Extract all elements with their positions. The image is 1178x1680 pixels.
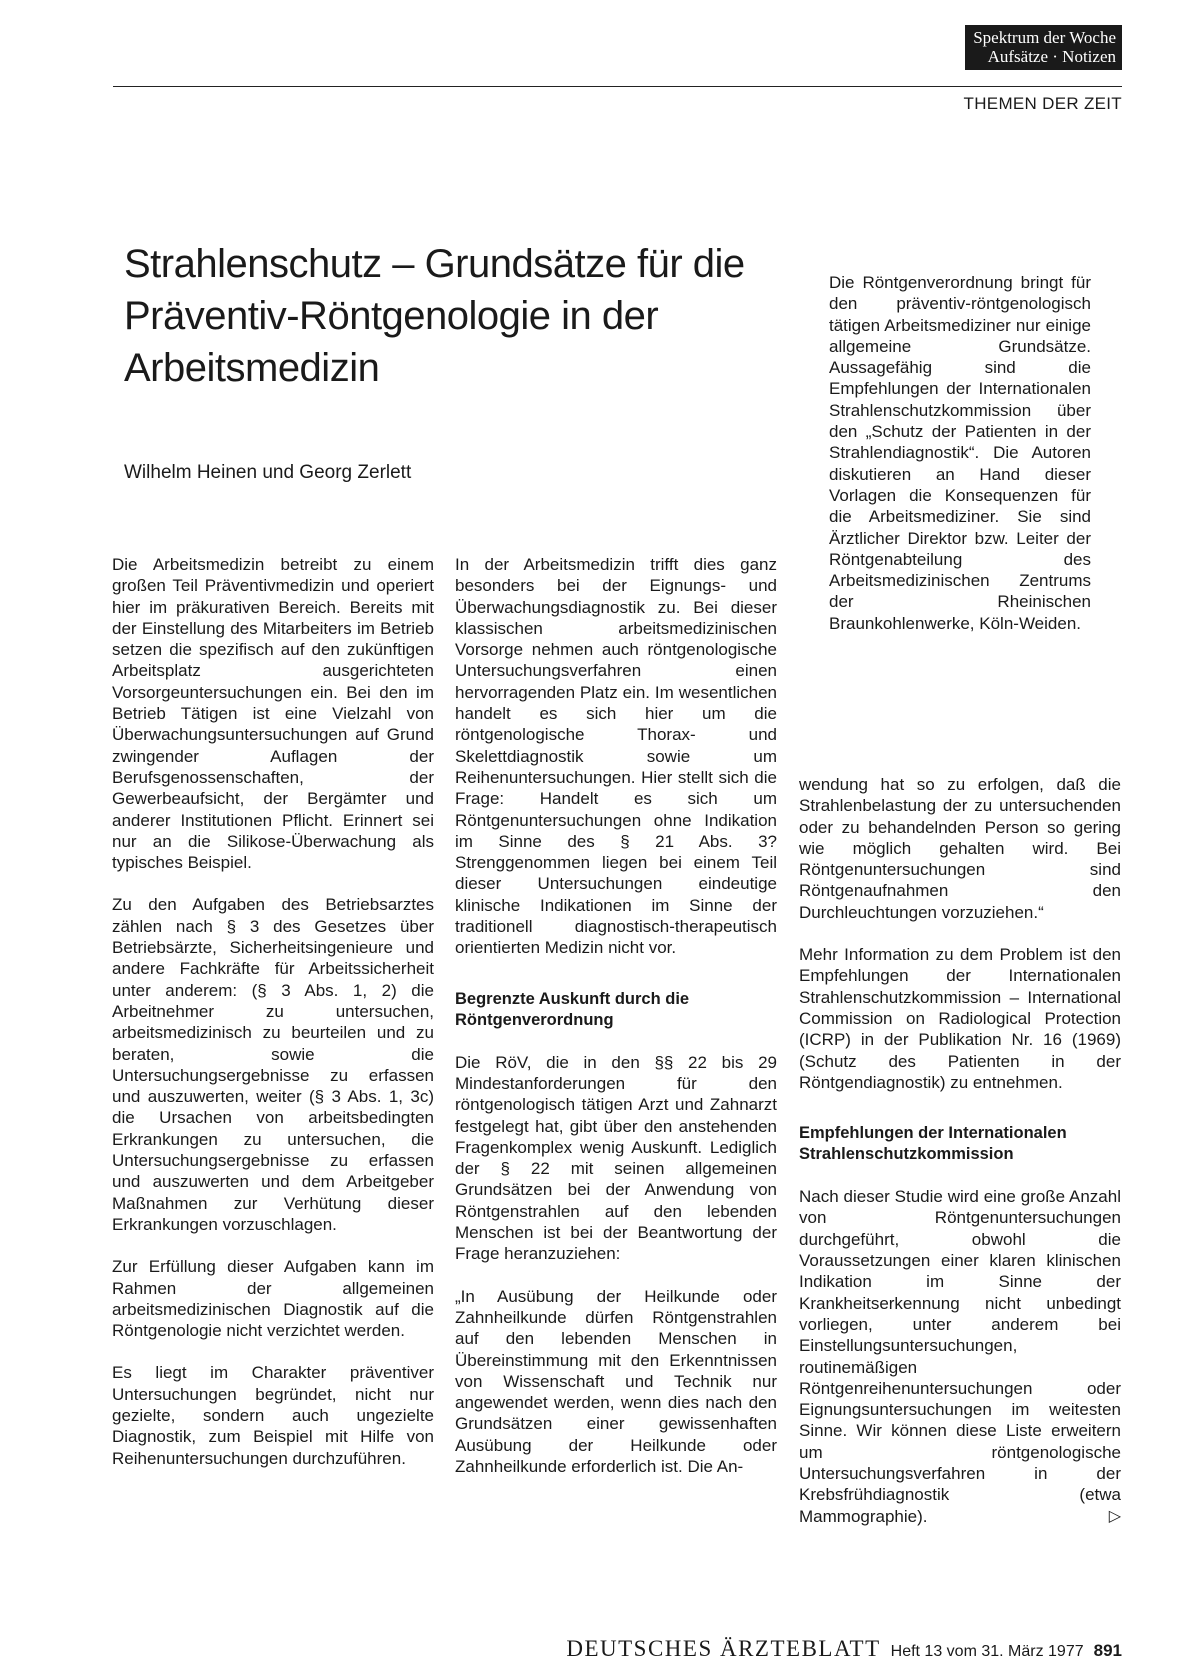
paragraph-text: Nach dieser Studie wird eine große Anzahl von Röntgenuntersuchungen durchgeführt, obwohl die Voraussetzungen einer klaren klinischen Indikation im Sinne der Krankheitserkennung nicht unbedingt vorliegen, unter anderem bei Einstellungsuntersuchungen, routinemäßigen Röntgenreihenuntersuchungen oder Eignungsuntersuchungen im weitesten Sinne. Wir können diese Liste erweitern um röntgenologische Untersuchungsverfahren in der Krebsfrühdiagnostik (etwa Mammographie). bbox=[799, 1187, 1121, 1526]
journal-name: DEUTSCHES ÄRZTEBLATT bbox=[566, 1636, 881, 1661]
paragraph: Es liegt im Charakter präventiver Untersuchungen begründet, nicht nur gezielte, sondern auch ungezielte Diagnostik, zum Beispiel mit Hilfe von Reihenuntersuchungen durchzuführen. bbox=[112, 1363, 434, 1468]
quote-paragraph: „In Ausübung der Heilkunde oder Zahnheilkunde dürfen Röntgenstrahlen auf den lebenden Menschen in Übereinstimmung mit den Erkenntnissen von Wissenschaft und Technik nur angewendet werden, wenn dies nach den Grundsätzen einer gewissenhaften Ausübung der Heilkunde oder Zahnheilkunde erforderlich ist. Die An- bbox=[455, 1286, 777, 1476]
article-abstract: Die Röntgenverordnung bringt für den präventiv-röntgenologisch tätigen Arbeitsmediziner nur einige allgemeine Grundsätze. Aussagefähig sind die Empfehlungen der Internationalen Strahlenschutzkommission über den „Schutz der Patienten in der Strahlendiagnostik“. Die Autoren diskutieren an Hand dieser Vorlagen die Konsequenzen für die Arbeitsmediziner. Sie sind Ärztlicher Direktor bzw. Leiter der Röntgenabteilung des Arbeitsmedizinischen Zentrums der Rheinischen Braunkohlenwerke, Köln-Weiden. bbox=[829, 273, 1091, 633]
article-title: Strahlenschutz – Grundsätze für die Präventiv-Röntgenologie in der Arbeitsmedizin bbox=[124, 242, 745, 390]
page-number: 891 bbox=[1093, 1641, 1122, 1660]
paragraph: wendung hat so zu erfolgen, daß die Strahlenbelastung der zu untersuchenden oder zu behandelnden Person so gering wie möglich gehalten wird. Bei Röntgenuntersuchungen sind Röntgenaufnahmen den Durchleuchtungen vorzuziehen.“ bbox=[799, 775, 1121, 922]
paragraph: In der Arbeitsmedizin trifft dies ganz besonders bei der Eignungs- und Überwachungsdiagnostik zu. Bei dieser klassischen arbeitsmedizinischen Vorsorge nehmen auch röntgenologische Untersuchungsverfahren einen hervorragenden Platz ein. Im wesentlichen handelt es sich hier um die röntgenologische Thorax- und Skelettdiagnostik sowie um Reihenuntersuchungen. Hier stellt sich die Frage: Handelt es sich um Röntgenuntersuchungen ohne Indikation im Sinne des § 21 Abs. 3? Strenggenommen liegen bei einem Teil dieser Untersuchungen eindeutige klinische Indikationen im Sinne der traditionell diagnostisch-therapeutisch orientierten Medizin nicht vor. bbox=[455, 555, 777, 958]
paragraph: Mehr Information zu dem Problem ist den Empfehlungen der Internationalen Strahlenschutzkommission – International Commission on Radiological Protection (ICRP) in der Publikation Nr. 16 (1969) (Schutz des Patienten in der Röntgendiagnostik) zu entnehmen. bbox=[799, 945, 1121, 1092]
article-authors: Wilhelm Heinen und Georg Zerlett bbox=[124, 462, 412, 483]
text-column-3 bbox=[799, 774, 1121, 1548]
paragraph: Zur Erfüllung dieser Aufgaben kann im Rahmen der allgemeinen arbeitsmedizinischen Diagnostik auf die Röntgenologie nicht verzichtet werden. bbox=[112, 1257, 434, 1341]
page-footer bbox=[500, 1636, 1122, 1662]
rubric-line-2: Aufsätze · Notizen bbox=[987, 47, 1116, 66]
subheading-roev: Begrenzte Auskunft durch die Röntgenverordnung bbox=[455, 989, 690, 1029]
header-rule bbox=[113, 86, 1122, 87]
section-label: THEMEN DER ZEIT bbox=[963, 94, 1122, 113]
subheading-icrp: Empfehlungen der Internationalen Strahlenschutzkommission bbox=[799, 1124, 1067, 1164]
paragraph: Die RöV, die in den §§ 22 bis 29 Mindestanforderungen für den röntgenologisch tätigen Arzt und Zahnarzt festgelegt hat, gibt über den anstehenden Fragenkomplex wenig Auskunft. Lediglich der § 22 mit seinen allgemeinen Grundsätzen bei der Anwendung von Röntgenstrahlen auf den lebenden Menschen ist bei der Beantwortung der Frage heranzuziehen: bbox=[455, 1052, 777, 1264]
continue-arrow-icon: ▷ bbox=[1108, 1507, 1121, 1525]
rubric-line-1: Spektrum der Woche bbox=[973, 28, 1116, 47]
paragraph: Die Arbeitsmedizin betreibt zu einem großen Teil Präventivmedizin und operiert hier im präkurativen Bereich. Bereits mit der Einstellung des Mitarbeiters im Betrieb setzen die spezifisch auf den zukünftigen Arbeitsplatz ausgerichteten Vorsorgeuntersuchungen ein. Bei den im Betrieb Tätigen ist eine Vielzahl von Überwachungsuntersuchungen auf Grund zwingender Auflagen der Berufsgenossenschaften, der Gewerbeaufsicht, der Bergämter und anderer Institutionen Pflicht. Erinnert sei nur an die Silikose-Überwachung als typisches Beispiel. bbox=[112, 555, 434, 873]
paragraph: Zu den Aufgaben des Betriebsarztes zählen nach § 3 des Gesetzes über Betriebsärzte, Sicherheitsingenieure und andere Fachkräfte für Arbeitssicherheit unter anderem: (§ 3 Abs. 1, 2) die Arbeitnehmer zu untersuchen, arbeitsmedizinisch zu beurteilen und zu beraten, sowie die Untersuchungsergebnisse zu erfassen und auszuwerten, weiter (§ 3 Abs. 1, 3c) die Ursachen von arbeitsbedingten Erkrankungen zu untersuchen, die Untersuchungsergebnisse zu erfassen und auszuwerten und dem Arbeitgeber Maßnahmen zur Verhütung dieser Erkrankungen vorzuschlagen. bbox=[112, 895, 434, 1234]
issue-info: Heft 13 vom 31. März 1977 bbox=[890, 1643, 1084, 1660]
rubric-badge bbox=[965, 25, 1122, 70]
paragraph-last bbox=[799, 1186, 1121, 1527]
text-column-2 bbox=[455, 554, 777, 1498]
text-column-1 bbox=[112, 554, 434, 1490]
